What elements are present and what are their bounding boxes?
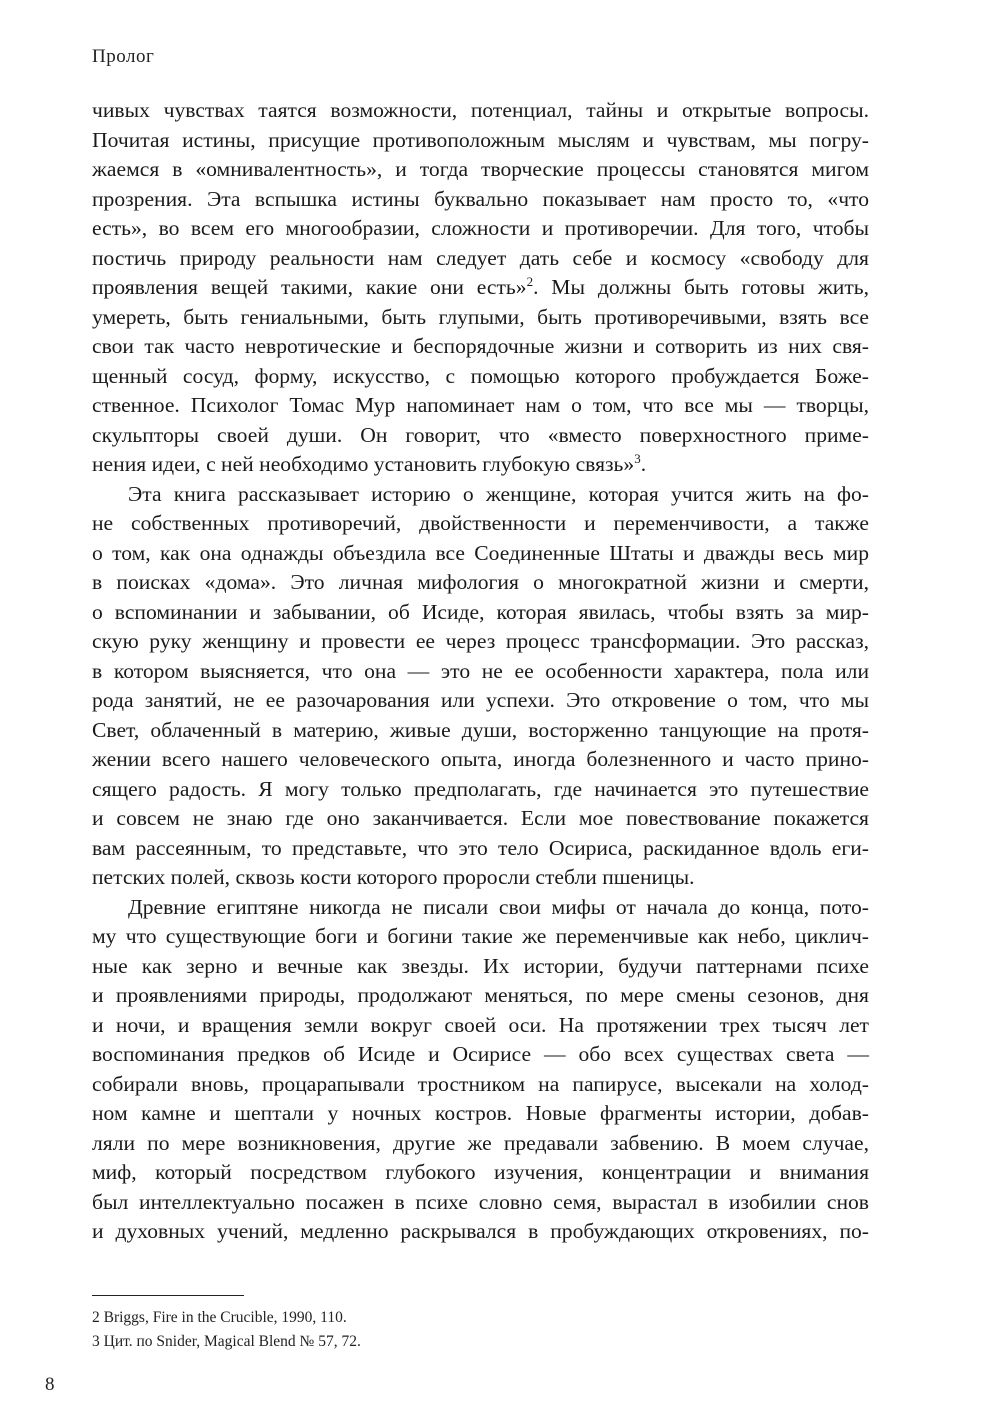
text-line: собирали вновь, процарапывали тростником на папирусе, высекали на холод- (92, 1071, 869, 1096)
text-line: ляли по мере возникновения, другие же предавали забвению. В моем случае, (92, 1130, 869, 1155)
text-line: свои так часто невротические и беспорядочные жизни и сотворить из них свя- (92, 334, 869, 358)
text-line: Почитая истины, присущие противоположным мыслям и чувствам, мы погру- (92, 127, 869, 152)
body-text (92, 96, 869, 1247)
footnotes (92, 1306, 361, 1354)
text-line: о том, как она однажды объездила все Соединенные Штаты и дважды весь мир (92, 540, 869, 565)
text-line: и ночи, и вращения земли вокруг своей оси. На протяжении трех тысяч лет (92, 1012, 869, 1037)
footnote-2: 2 Briggs, Fire in the Crucible, 1990, 110. (92, 1309, 347, 1326)
text-line: воспоминания предков об Исиде и Осирисе — обо всех существах света — (92, 1042, 869, 1066)
text-line: и совсем не знаю где оно заканчивается. Если мое повествование покажется (92, 806, 869, 830)
text-line: ные как зерно и вечные как звезды. Их истории, будучи паттернами психе (92, 953, 869, 978)
text-line: ном камне и шептали у ночных костров. Новые фрагменты истории, добав- (92, 1101, 869, 1125)
text-fragment: нения идеи, с ней необходимо установить глубокую связь» (92, 452, 635, 476)
text-fragment: . Мы должны быть готовы жить, (533, 275, 869, 299)
text-line: Свет, облаченный в материю, живые души, восторженно танцующие на протя- (92, 717, 869, 742)
text-line: постичь природу реальности нам следует дать себе и космосу «свободу для (92, 245, 869, 270)
text-line: скульпторы своей души. Он говорит, что «вместо поверхностного приме- (92, 422, 869, 447)
text-line: и проявлениями природы, продолжают меняться, по мере смены сезонов, дня (92, 983, 869, 1007)
text-line: му что существующие боги и богини такие же переменчивые как небо, циклич- (92, 924, 869, 948)
text-line: в поисках «дома». Это личная мифология о многократной жизни и смерти, (92, 570, 869, 594)
footnote-ref-2[interactable]: 2 (526, 274, 534, 289)
text-line: Древние египтяне никогда не писали свои мифы от начала до конца, пото- (128, 894, 869, 919)
text-line-with-footnote (92, 450, 869, 480)
text-line: не собственных противоречий, двойственности и переменчивости, а также (92, 511, 869, 535)
text-line: петских полей, сквозь кости которого проросли стебли пшеницы. (92, 865, 695, 889)
text-line: о вспоминании и забывании, об Исиде, которая явилась, чтобы взять за мир- (92, 599, 869, 624)
text-line: есть», во всем его многообразии, сложности и противоречии. Для того, чтобы (92, 216, 869, 240)
text-line: миф, который посредством глубокого изучения, концентрации и внимания (92, 1160, 869, 1184)
footnote-divider (92, 1295, 244, 1296)
text-line: щенный сосуд, форму, искусство, с помощью которого пробуждается Боже- (92, 363, 869, 388)
text-line: умереть, быть гениальными, быть глупыми, быть противоречивыми, взять все (92, 304, 869, 329)
text-line: прозрения. Эта вспышка истины буквально показывает нам просто то, «что (92, 186, 869, 211)
text-line: рода занятий, не ее разочарования или успехи. Это откровение о том, что мы (92, 688, 869, 712)
footnote-3: 3 Цит. по Snider, Magical Blend № 57, 72. (92, 1333, 361, 1350)
running-head: Пролог (92, 46, 155, 67)
text-fragment: проявления вещей такими, какие они есть» (92, 275, 527, 299)
text-line: вам рассеянным, то представьте, что это тело Осириса, раскиданное вдоль еги- (92, 835, 869, 860)
text-line: сящего радость. Я могу только предполагать, где начинается это путешествие (92, 776, 869, 801)
text-line: ственное. Психолог Томас Мур напоминает нам о том, что все мы — творцы, (92, 393, 869, 417)
text-line-with-footnote (92, 273, 869, 303)
page-number: 8 (45, 1374, 55, 1395)
footnote-ref-3[interactable]: 3 (634, 451, 641, 466)
text-line: в котором выясняется, что она — это не ее особенности характера, пола или (92, 658, 869, 683)
text-line: скую руку женщину и провести ее через процесс трансформации. Это рассказ, (92, 629, 869, 653)
text-line: жаемся в «омнивалентность», и тогда творческие процессы становятся мигом (92, 157, 869, 181)
text-fragment: . (640, 452, 647, 476)
text-line: жении всего нашего человеческого опыта, иногда болезненного и часто прино- (92, 747, 869, 771)
text-line: чивых чувствах таятся возможности, потенциал, тайны и открытые вопросы. (92, 98, 869, 122)
text-line: был интеллектуально посажен в психе словно семя, вырастал в изобилии снов (92, 1189, 869, 1214)
text-line: Эта книга рассказывает историю о женщине, которая учится жить на фо- (128, 481, 869, 506)
text-line: и духовных учений, медленно раскрывался в пробуждающих откровениях, по- (92, 1219, 869, 1243)
